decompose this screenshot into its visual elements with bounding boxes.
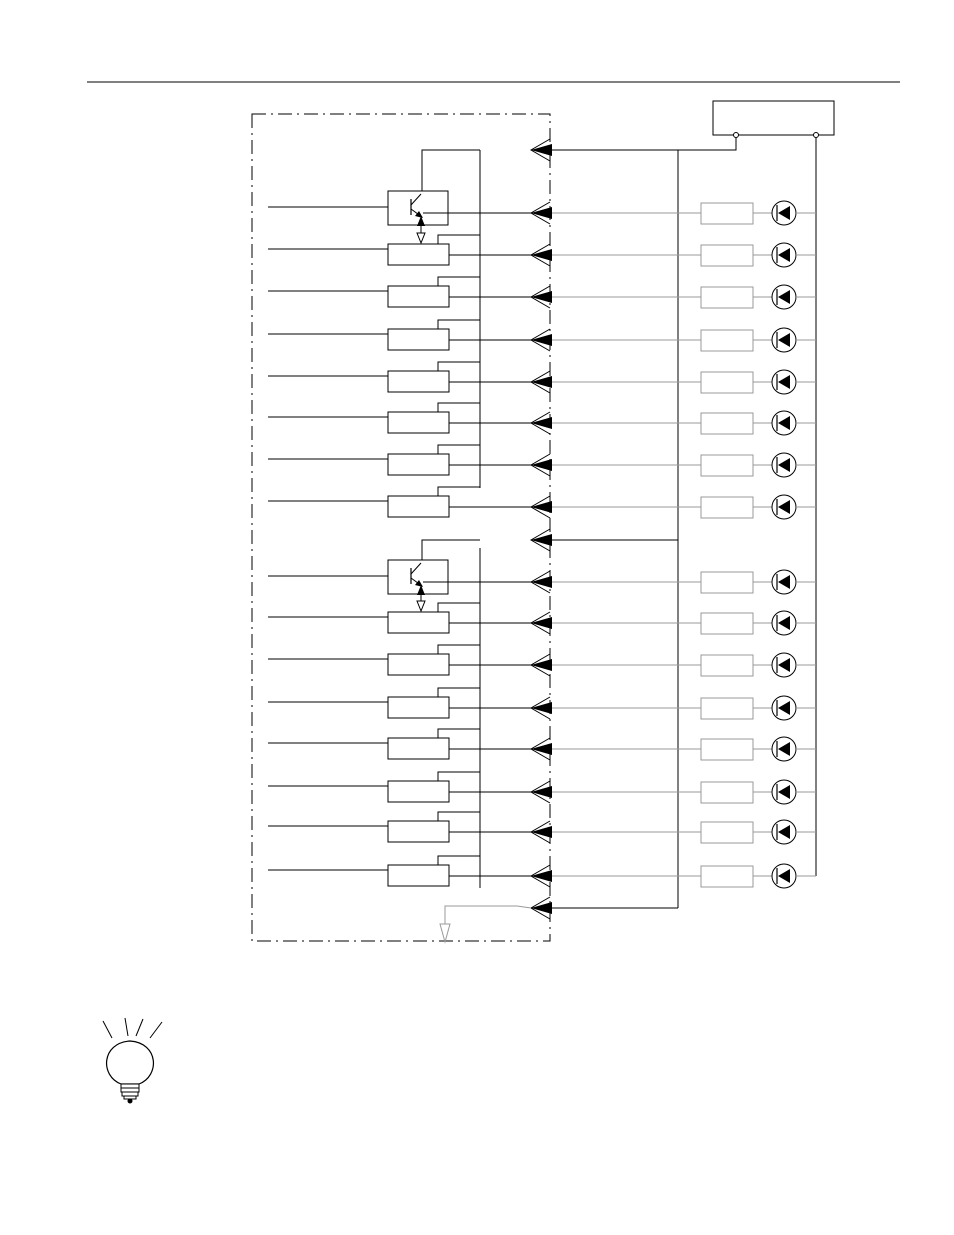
group-b-output-5-terminal-arrow (531, 743, 552, 755)
group-a-output-4-load-resistor (701, 330, 753, 351)
group-b-output-3-driver (388, 654, 449, 675)
group-b-output-3-bus-tap (438, 645, 480, 654)
group-b-output-3-terminal (531, 654, 552, 676)
group-b-output-3-terminal-arrow (531, 659, 552, 671)
group-a-output-7-terminal-arrow (531, 459, 552, 471)
group-b-output-1-driver (388, 560, 448, 594)
group-b-output-4-diode-indicator-icon (772, 696, 796, 720)
group-a-common-terminal-arrow (531, 144, 552, 156)
group-a-output-3-diode-indicator-icon (772, 285, 796, 309)
group-a-output-8-terminal (531, 496, 552, 518)
lightbulb-icon (103, 1018, 162, 1104)
group-b-output-1-load-resistor (701, 572, 753, 593)
group-b-output-7-bus-tap (438, 812, 480, 821)
group-b-output-1-terminal-arrow (531, 576, 552, 588)
group-a-output-6-load-resistor (701, 413, 753, 434)
group-a-output-2-terminal (531, 244, 552, 266)
group-a-output-2-terminal-arrow (531, 249, 552, 261)
group-b-output-8-terminal (531, 865, 552, 887)
power-supply-box (713, 101, 834, 135)
group-b-output-8-driver (388, 865, 449, 886)
group-b-output-8-terminal-arrow (531, 870, 552, 882)
group-a-output-6-bus-tap (438, 403, 480, 412)
group-b-output-4-bus-tap (438, 688, 480, 697)
return-terminal-arrow (531, 902, 552, 914)
supply-terminal-plus (814, 133, 819, 138)
group-a-output-1-driver (388, 191, 448, 225)
group-b-output-6-load-resistor (701, 782, 753, 803)
group-b-output-8-load-resistor (701, 866, 753, 887)
output-rows (268, 150, 816, 888)
group-a-output-1-diode-indicator-icon (772, 201, 796, 225)
group-b-output-2-diode-indicator-icon (772, 611, 796, 635)
group-a-output-1-coupling-arrow-down (417, 233, 425, 243)
group-b-output-7-load-resistor (701, 822, 753, 843)
group-b-output-6-bus-tap (438, 772, 480, 781)
group-a-output-2-driver (388, 244, 449, 265)
group-a-output-1-terminal-arrow (531, 207, 552, 219)
group-a-collector-wire (422, 150, 480, 194)
group-a-output-2-bus-tap (438, 235, 480, 244)
group-a-output-1-load-resistor (701, 203, 753, 224)
group-a-output-7-driver (388, 454, 449, 475)
group-a-output-4-terminal (531, 329, 552, 351)
group-b-output-1-coupling-arrow-down (417, 601, 425, 611)
group-a-output-4-terminal-arrow (531, 334, 552, 346)
group-b-output-2-bus-tap (438, 603, 480, 612)
group-a-output-1-terminal (531, 202, 552, 224)
group-a-output-4-diode-indicator-icon (772, 328, 796, 352)
group-b-output-4-driver (388, 697, 449, 718)
group-b-output-7-driver (388, 821, 449, 842)
group-a-output-2-diode-indicator-icon (772, 243, 796, 267)
group-b-output-4-terminal-arrow (531, 702, 552, 714)
group-a-output-7-diode-indicator-icon (772, 453, 796, 477)
group-b-output-6-terminal-arrow (531, 786, 552, 798)
group-b-output-4-load-resistor (701, 698, 753, 719)
group-a-output-6-driver (388, 412, 449, 433)
group-a-output-3-driver (388, 286, 449, 307)
group-a-output-8-bus-tap (438, 487, 480, 496)
return-terminal (531, 897, 552, 919)
group-b-common-terminal (531, 529, 552, 551)
group-b-output-6-driver (388, 781, 449, 802)
group-a-output-2-load-resistor (701, 245, 753, 266)
group-a-output-6-terminal-arrow (531, 417, 552, 429)
group-b-output-3-diode-indicator-icon (772, 653, 796, 677)
group-a-output-8-load-resistor (701, 497, 753, 518)
group-b-output-6-diode-indicator-icon (772, 780, 796, 804)
group-a-output-3-bus-tap (438, 277, 480, 286)
group-b-output-4-terminal (531, 697, 552, 719)
group-b-output-2-terminal-arrow (531, 617, 552, 629)
group-a-output-7-load-resistor (701, 455, 753, 476)
module-boundary (252, 114, 550, 941)
group-b-output-1-terminal (531, 571, 552, 593)
group-b-output-5-load-resistor (701, 739, 753, 760)
group-a-output-6-diode-indicator-icon (772, 411, 796, 435)
group-b-output-6-terminal (531, 781, 552, 803)
group-a-output-3-terminal-arrow (531, 291, 552, 303)
group-b-output-5-bus-tap (438, 729, 480, 738)
group-b-common-terminal-arrow (531, 534, 552, 546)
group-b-output-7-terminal-arrow (531, 826, 552, 838)
group-a-output-5-load-resistor (701, 372, 753, 393)
ground-arrow (440, 924, 450, 942)
group-a-output-5-terminal-arrow (531, 376, 552, 388)
group-b-output-7-diode-indicator-icon (772, 820, 796, 844)
group-a-output-5-diode-indicator-icon (772, 370, 796, 394)
group-b-output-2-load-resistor (701, 613, 753, 634)
group-a-output-1-driver-body (388, 191, 448, 225)
group-b-output-8-diode-indicator-icon (772, 864, 796, 888)
group-a-output-7-terminal (531, 454, 552, 476)
group-a-output-3-load-resistor (701, 287, 753, 308)
group-b-output-1-driver-body (388, 560, 448, 594)
group-b-output-5-diode-indicator-icon (772, 737, 796, 761)
group-b-output-8-bus-tap (438, 856, 480, 865)
group-b-output-2-driver (388, 612, 449, 633)
group-a-output-3-terminal (531, 286, 552, 308)
group-b-output-2-terminal (531, 612, 552, 634)
group-a-output-5-terminal (531, 371, 552, 393)
group-a-output-8-terminal-arrow (531, 501, 552, 513)
group-a-output-7-bus-tap (438, 445, 480, 454)
group-b-output-1-diode-indicator-icon (772, 570, 796, 594)
group-b-output-7-terminal (531, 821, 552, 843)
supply-terminal-minus (734, 133, 739, 138)
group-a-output-8-driver (388, 496, 449, 517)
group-a-output-5-driver (388, 371, 449, 392)
group-b-output-5-terminal (531, 738, 552, 760)
group-a-output-8-diode-indicator-icon (772, 495, 796, 519)
group-a-output-4-bus-tap (438, 320, 480, 329)
group-b-output-3-load-resistor (701, 655, 753, 676)
group-a-output-6-terminal (531, 412, 552, 434)
group-b-output-5-driver (388, 738, 449, 759)
group-a-common-terminal (531, 139, 552, 161)
group-a-output-4-driver (388, 329, 449, 350)
group-a-output-5-bus-tap (438, 362, 480, 371)
ground-wire (445, 906, 531, 924)
